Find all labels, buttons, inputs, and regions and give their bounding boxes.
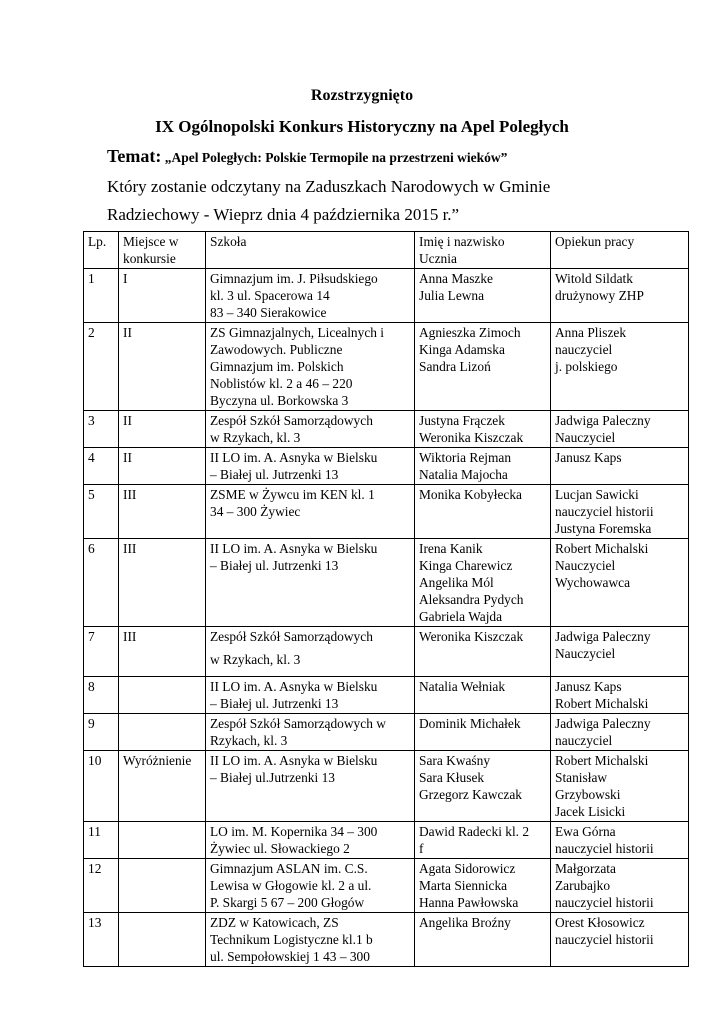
cell-tutor: Orest Kłosowicz nauczyciel historii	[551, 913, 689, 967]
cell-tutor: Robert Michalski Nauczyciel Wychowawca	[551, 539, 689, 627]
cell-place	[119, 913, 206, 967]
cell-students: Natalia Wełniak	[415, 677, 551, 714]
table-row	[84, 822, 689, 859]
table-row	[84, 448, 689, 485]
cell-students: Wiktoria Rejman Natalia Majocha	[415, 448, 551, 485]
cell-lp: 11	[84, 822, 119, 859]
cell-lp: 2	[84, 323, 119, 411]
cell-place	[119, 714, 206, 751]
table-row	[84, 714, 689, 751]
cell-lp: 13	[84, 913, 119, 967]
intro-line-1: Który zostanie odczytany na Zaduszkach Narodowych w Gminie	[107, 177, 551, 196]
cell-place: Wyróżnienie	[119, 751, 206, 822]
cell-students: Irena Kanik Kinga Charewicz Angelika Mól Aleksandra Pydych Gabriela Wajda	[415, 539, 551, 627]
cell-students: Agata Sidorowicz Marta Siennicka Hanna Pawłowska	[415, 859, 551, 913]
theme-line	[107, 146, 507, 167]
cell-place: III	[119, 539, 206, 627]
table-row	[84, 677, 689, 714]
table-row	[84, 269, 689, 323]
cell-tutor: Małgorzata Zarubajko nauczyciel historii	[551, 859, 689, 913]
col-header-lp: Lp.	[84, 232, 119, 269]
cell-school: Zespół Szkół Samorządowych w Rzykach, kl. 3	[206, 714, 415, 751]
col-header-school: Szkoła	[206, 232, 415, 269]
cell-tutor: Jadwiga Paleczny nauczyciel	[551, 714, 689, 751]
theme-label: Temat:	[107, 146, 162, 166]
table-header-row	[84, 232, 689, 269]
cell-lp: 3	[84, 411, 119, 448]
cell-students: Anna Maszke Julia Lewna	[415, 269, 551, 323]
cell-school: II LO im. A. Asnyka w Bielsku – Białej ul.Jutrzenki 13	[206, 751, 415, 822]
cell-tutor: Lucjan Sawicki nauczyciel historii Justyna Foremska	[551, 485, 689, 539]
cell-school: Zespół Szkół Samorządowych w Rzykach, kl. 3	[206, 411, 415, 448]
cell-lp: 6	[84, 539, 119, 627]
cell-school: II LO im. A. Asnyka w Bielsku – Białej ul. Jutrzenki 13	[206, 448, 415, 485]
cell-school: ZSME w Żywcu im KEN kl. 1 34 – 300 Żywiec	[206, 485, 415, 539]
cell-school: Gimnazjum ASLAN im. C.S. Lewisa w Głogowie kl. 2 a ul. P. Skargi 5 67 – 200 Głogów	[206, 859, 415, 913]
cell-school: ZDZ w Katowicach, ZS Technikum Logistyczne kl.1 b ul. Sempołowskiej 1 43 – 300	[206, 913, 415, 967]
table-row	[84, 485, 689, 539]
table-row	[84, 323, 689, 411]
cell-place	[119, 677, 206, 714]
cell-tutor: Janusz Kaps Robert Michalski	[551, 677, 689, 714]
cell-lp: 7	[84, 627, 119, 677]
cell-school: ZS Gimnazjalnych, Licealnych i Zawodowych. Publiczne Gimnazjum im. Polskich Noblistów kl. 2 a 46 – 220 Byczyna ul. Borkowska 3	[206, 323, 415, 411]
heading-resolved: Rozstrzygnięto	[310, 87, 414, 104]
cell-students: Dominik Michałek	[415, 714, 551, 751]
cell-school: II LO im. A. Asnyka w Bielsku – Białej ul. Jutrzenki 13	[206, 677, 415, 714]
cell-school: Gimnazjum im. J. Piłsudskiego kl. 3 ul. Spacerowa 14 83 – 340 Sierakowice	[206, 269, 415, 323]
table-row	[84, 539, 689, 627]
cell-school: LO im. M. Kopernika 34 – 300 Żywiec ul. Słowackiego 2	[206, 822, 415, 859]
results-table	[83, 231, 689, 967]
theme-value: „Apel Poległych: Polskie Termopile na przestrzeni wieków”	[161, 150, 508, 165]
cell-place: II	[119, 448, 206, 485]
cell-students: Dawid Radecki kl. 2 f	[415, 822, 551, 859]
cell-school: Zespół Szkół Samorządowych w Rzykach, kl. 3	[206, 627, 415, 677]
table-row	[84, 913, 689, 967]
cell-tutor: Anna Pliszek nauczyciel j. polskiego	[551, 323, 689, 411]
cell-students: Angelika Broźny	[415, 913, 551, 967]
cell-students: Sara Kwaśny Sara Kłusek Grzegorz Kawczak	[415, 751, 551, 822]
cell-place: II	[119, 411, 206, 448]
table-row	[84, 859, 689, 913]
cell-place: III	[119, 485, 206, 539]
cell-tutor: Ewa Górna nauczyciel historii	[551, 822, 689, 859]
cell-tutor: Jadwiga Paleczny Nauczyciel	[551, 627, 689, 677]
cell-tutor: Witold Sildatk drużynowy ZHP	[551, 269, 689, 323]
cell-lp: 10	[84, 751, 119, 822]
heading-contest-name: IX Ogólnopolski Konkurs Historyczny na Apel Poległych	[155, 117, 569, 136]
cell-students: Monika Kobyłecka	[415, 485, 551, 539]
cell-place	[119, 859, 206, 913]
table-row	[84, 751, 689, 822]
cell-place: II	[119, 323, 206, 411]
cell-tutor: Jadwiga Paleczny Nauczyciel	[551, 411, 689, 448]
cell-tutor: Robert Michalski Stanisław Grzybowski Jacek Lisicki	[551, 751, 689, 822]
cell-place: I	[119, 269, 206, 323]
intro-line-2: Radziechowy - Wieprz dnia 4 października 2015 r.”	[107, 205, 460, 224]
table-row	[84, 411, 689, 448]
cell-place	[119, 822, 206, 859]
cell-tutor: Janusz Kaps	[551, 448, 689, 485]
cell-lp: 8	[84, 677, 119, 714]
cell-students: Agnieszka Zimoch Kinga Adamska Sandra Lizoń	[415, 323, 551, 411]
cell-students: Weronika Kiszczak	[415, 627, 551, 677]
cell-lp: 1	[84, 269, 119, 323]
cell-place: III	[119, 627, 206, 677]
table-row	[84, 627, 689, 677]
col-header-student: Imię i nazwisko Ucznia	[415, 232, 551, 269]
cell-lp: 12	[84, 859, 119, 913]
cell-school: II LO im. A. Asnyka w Bielsku – Białej ul. Jutrzenki 13	[206, 539, 415, 627]
cell-students: Justyna Frączek Weronika Kiszczak	[415, 411, 551, 448]
col-header-tutor: Opiekun pracy	[551, 232, 689, 269]
cell-lp: 5	[84, 485, 119, 539]
col-header-place: Miejsce w konkursie	[119, 232, 206, 269]
cell-lp: 4	[84, 448, 119, 485]
cell-lp: 9	[84, 714, 119, 751]
